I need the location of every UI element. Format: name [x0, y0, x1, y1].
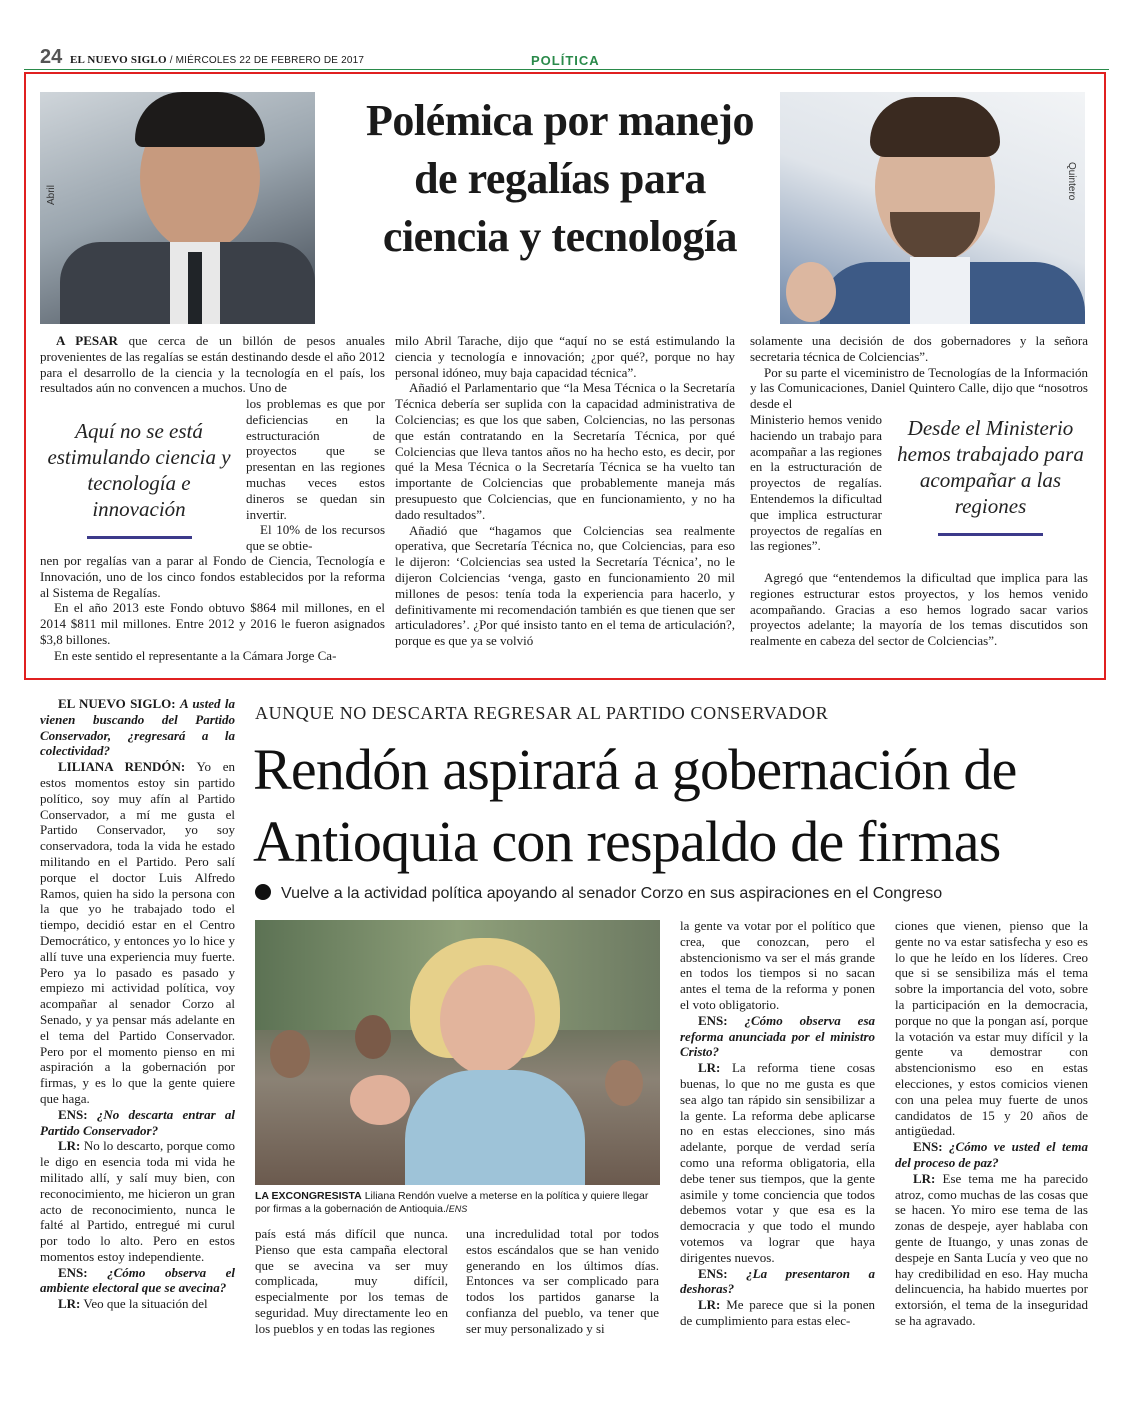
answer: Yo en estos momentos estoy sin partido político, soy muy afín al Partido Conservador, a mí me gusta el Partido Conservador, yo soy conservadora, toda la vida he estado militando en el Partido. Pero salí porque el doctor Luis Alfredo Ramos, quien ha sido la persona con la que yo he trabajado todo el tiempo, decidió estar en el Centro Democrático, y entonces yo lo hice y allí tuve una experiencia muy fuerte. Pero ya lo pasado es pasado y empiezo mi actividad política, voy acompañar al senador Corzo al Senado, y ya pensar más adelante en el tema del Partido Conservador. Pero por el momento pienso en mi aspiración a la gobernación por firmas, y es lo que la gente quiere que haga. [40, 759, 235, 1106]
paragraph: una incredulidad total por todos estos escándalos que se han venido generando en los últimos días. Entonces va ser complicado para todos los partidos ganarse la confianza del pueblo, va tener que ser muy personalizado y si [466, 1226, 659, 1336]
interview-col-left [40, 696, 235, 1312]
question: A usted la vienen buscando del Partido Conservador, ¿regresará a la colectividad? [40, 696, 235, 759]
pull-quote-right [893, 415, 1088, 536]
story2-col-d [895, 918, 1088, 1329]
answer: La reforma tiene cosas buenas, lo que no me gusta es que sea algo tan rápido sin sensibilizar a la gente. La reforma debe aplicarse no en estas elecciones, sino más adelante, porque de verdad sería como una reforma obligatoria, ella debe tener sus tiempos, que la gente asimile y tome conciencia que todos debemos votar y que esa es la democracia y que todo el mundo votemos va lograr que haya dirigentes nuevos. [680, 1060, 876, 1265]
paragraph: ciones que vienen, pienso que la gente no va estar satisfecha y eso es lo que he leído en los líderes. Creo que si se sensibiliza más el tema sobre la importancia del voto, sobre la participación en la democracia, porque no que la pongan así, porque la votación va estar muy difícil y la gente va demostrar con abstencionismo eso en estas elecciones, y estos comicios vienen con una pelea muy fuerte de unos candidatos de 15 y 20 años de antigüedad. [895, 918, 1088, 1139]
pull-quote-text: Aquí no se está estimulando ciencia y tecnología e innovación [47, 419, 231, 521]
section-label: POLÍTICA [531, 53, 600, 68]
photo-quintero [780, 92, 1085, 324]
story1-col3-bottom [750, 570, 1088, 649]
question: ¿Cómo ve usted el tema del proceso de paz? [895, 1139, 1089, 1170]
pull-quote-text: Desde el Ministerio hemos trabajado para acompañar a las regiones [897, 416, 1084, 518]
story1-col3-top [750, 333, 1088, 412]
paragraph: Ministerio hemos venido haciendo un trabajo para acompañar a las regiones en la estructuración de proyectos de regalías. Entendemos la dificultad que implica estructurar proyectos de regalías en las regiones”. [750, 412, 882, 554]
question: ¿No descarta entrar al Partido Conservador? [40, 1106, 235, 1138]
pull-quote-left [40, 418, 238, 539]
story2-col-c [680, 918, 875, 1329]
paper-name: EL NUEVO SIGLO [70, 54, 167, 66]
story2-col-b [466, 1226, 659, 1337]
paragraph: los problemas es que por deficiencias en la estructuración de proyectos que se presentan en las regiones muchas veces estos dineros se quedan sin invertir. [246, 396, 385, 522]
paragraph: Añadió que “hagamos que Colciencias sea realmente operativa, que Secretaría Técnica no, que Colciencias, para eso le dijeron: ‘Colciencias sea usted la Secretaría Técnica’, no le dijeron Colciencias ‘venga, gasto en funcionamiento 20 mil millones de pesos: tenía toda la experiencia para hacerlo, y definitivamente mi recomendación también es que tienen que ser articuladores’. ¿Por qué insisto tanto en el tema de articulación?, porque es que ya se volvió [395, 522, 735, 649]
paragraph: Por su parte el viceministro de Tecnologías de la Información y las Comunicaciones, Daniel Quintero Calle, dijo que “nosotros desde el [750, 364, 1088, 412]
answer: No lo descarto, porque como le digo en esencia toda mi vida he militado allí, y salí muy bien, con reconocimiento, me hicieron un gran acto de reconocimiento, nunca le falté al Partido, entregué mi curul por todo lo alto. Pero en estos momentos estoy independiente. [40, 1138, 236, 1264]
answer: Me parece que si la ponen de cumplimiento para estas elec- [680, 1297, 875, 1328]
photo-left-caption: Abril [46, 185, 57, 206]
speaker-label: LR: [58, 1296, 81, 1312]
speaker-label: LR: [698, 1060, 721, 1076]
speaker-label: LILIANA RENDÓN: [58, 759, 186, 775]
answer: Veo que la situación del [83, 1296, 208, 1312]
pull-quote-rule [87, 536, 192, 539]
page-number: 24 [40, 46, 63, 68]
story1-col1-top [40, 333, 385, 396]
issue-date: / MIÉRCOLES 22 DE FEBRERO DE 2017 [169, 55, 365, 66]
bullet-icon [255, 884, 271, 900]
speaker-label: ENS: [698, 1265, 728, 1281]
speaker-label: ENS: [58, 1106, 88, 1122]
paragraph: nen por regalías van a parar al Fondo de Ciencia, Tecnología e Innovación, uno de los cinco fondos establecidos por la reforma al Sistema de Regalías. [40, 553, 385, 600]
header-rule [24, 69, 1109, 70]
story2-title-line: Rendón aspirará a gobernación de [253, 737, 1017, 802]
lead-word: A PESAR [56, 333, 118, 348]
photo-caption [255, 1190, 660, 1216]
story1-col2 [395, 333, 735, 649]
story1-col1-bottom [40, 553, 385, 664]
paragraph: milo Abril Tarache, dijo que “aquí no se está estimulando la ciencia y tecnología e innovación; ¿por qué?, porque no hay personal idóneo, muy baja capacidad técnica”. [395, 333, 735, 380]
story2-kicker: AUNQUE NO DESCARTA REGRESAR AL PARTIDO CONSERVADOR [255, 703, 829, 723]
paragraph: solamente una decisión de dos gobernadores y la señora secretaria técnica de Colciencias”. [750, 333, 1088, 364]
story2-title [253, 734, 1017, 878]
speaker-label: ENS: [698, 1012, 728, 1028]
story2-subhead [255, 884, 942, 903]
story2-title-line: Antioquia con respaldo de firmas [253, 809, 1001, 874]
pull-quote-rule [938, 533, 1043, 536]
paragraph: El 10% de los recursos que se obtie- [246, 522, 385, 554]
speaker-label: ENS: [913, 1139, 943, 1155]
masthead [70, 54, 364, 66]
story1-col3-left [750, 412, 882, 554]
story1-title-line: Polémica por manejo [365, 96, 755, 145]
speaker-label: LR: [698, 1297, 721, 1313]
story1-title [320, 92, 800, 266]
paragraph: que cerca de un billón de pesos anuales provenientes de las regalías se están destinando desde el año 2012 para el desarrollo de la ciencia y la tecnología en el país, los resultados aún no convencen a muchos. Uno de [40, 333, 385, 396]
story1-title-line: de regalías para [414, 154, 706, 203]
photo-rendon [255, 920, 660, 1185]
speaker-label: LR: [58, 1138, 81, 1154]
paragraph: Agregó que “entendemos la dificultad que implica para las regiones estructurar estos proyectos, y los hemos venido acompañando. Gracias a eso hemos logrado sacar varios proyectos adelante; la mayoría de los temas discutidos son realmente en cabeza del sector de Colciencias”. [750, 570, 1088, 649]
subhead-text: Vuelve a la actividad política apoyando al senador Corzo en sus aspiraciones en el Congreso [281, 885, 943, 902]
story2-col-a [255, 1226, 448, 1337]
question: ¿Cómo observa el ambiente electoral que se avecina? [40, 1264, 235, 1296]
story1-title-line: ciencia y tecnología [382, 212, 738, 261]
photo-right-caption: Quintero [1066, 162, 1077, 201]
photo-credit: ENS [448, 1204, 468, 1214]
caption-text: Liliana Rendón vuelve a meterse en la política y quiere llegar por firmas a la gobernación de Antioquia./ [255, 1190, 649, 1215]
paragraph: Añadió el Parlamentario que “la Mesa Técnica o la Secretaría Técnica debería ser suplida con la capacidad administrativa de Colciencias; es que los que saben, Colciencias, no las personas que están contratando en la Secretaría Técnica, por qué Colciencias que lleva tantos años no ha hecho esto, es decir, por qué la Mesa Técnica o la Secretaría Técnica se ha vuelto tan importante de Colciencias que probablemente maneja más presupuesto que Colciencias, que en funcionamiento, y no ha dado resultados”. [395, 380, 735, 522]
question: ¿Cómo observa esa reforma anunciada por el ministro Cristo? [680, 1012, 875, 1060]
caption-label: LA EXCONGRESISTA [255, 1190, 362, 1202]
speaker-label: LR: [913, 1170, 936, 1186]
question: ¿La presentaron a deshoras? [680, 1265, 875, 1297]
speaker-label: EL NUEVO SIGLO: [58, 696, 176, 711]
speaker-label: ENS: [58, 1264, 88, 1280]
photo-abril [40, 92, 315, 324]
paragraph: país está más difícil que nunca. Pienso que esta campaña electoral que se avecina va ser muy complicada, muy difícil, especialmente por los temas de seguridad. Muy directamente leo en los pueblos y en todas las regiones [255, 1226, 448, 1336]
paragraph: la gente va votar por el político que crea, que conozcan, pero el abstencionismo va ser el más grande en todos los tiempos si no sacan antes el tema de la reforma y ponen el voto obligatorio. [680, 918, 875, 1012]
story1-col1-right [246, 396, 385, 554]
paragraph: En el año 2013 este Fondo obtuvo $864 mil millones, en el 2014 $811 mil millones. Entre 2012 y 2016 le fueron asignados $3,8 billones. [40, 600, 385, 647]
answer: Ese tema me ha parecido atroz, como muchas de las cosas que se hacen. Yo miro ese tema de las zonas de despeje, ayer hablaba con gente de Ituango, y unas zonas de despeje en Santa Lucía y veo que no hay credibilidad en eso. Hay mucha delincuencia, ha habido muertes por extorsión, el tema de la inseguridad se ha agravado. [895, 1170, 1089, 1328]
paragraph: En este sentido el representante a la Cámara Jorge Ca- [54, 647, 337, 663]
